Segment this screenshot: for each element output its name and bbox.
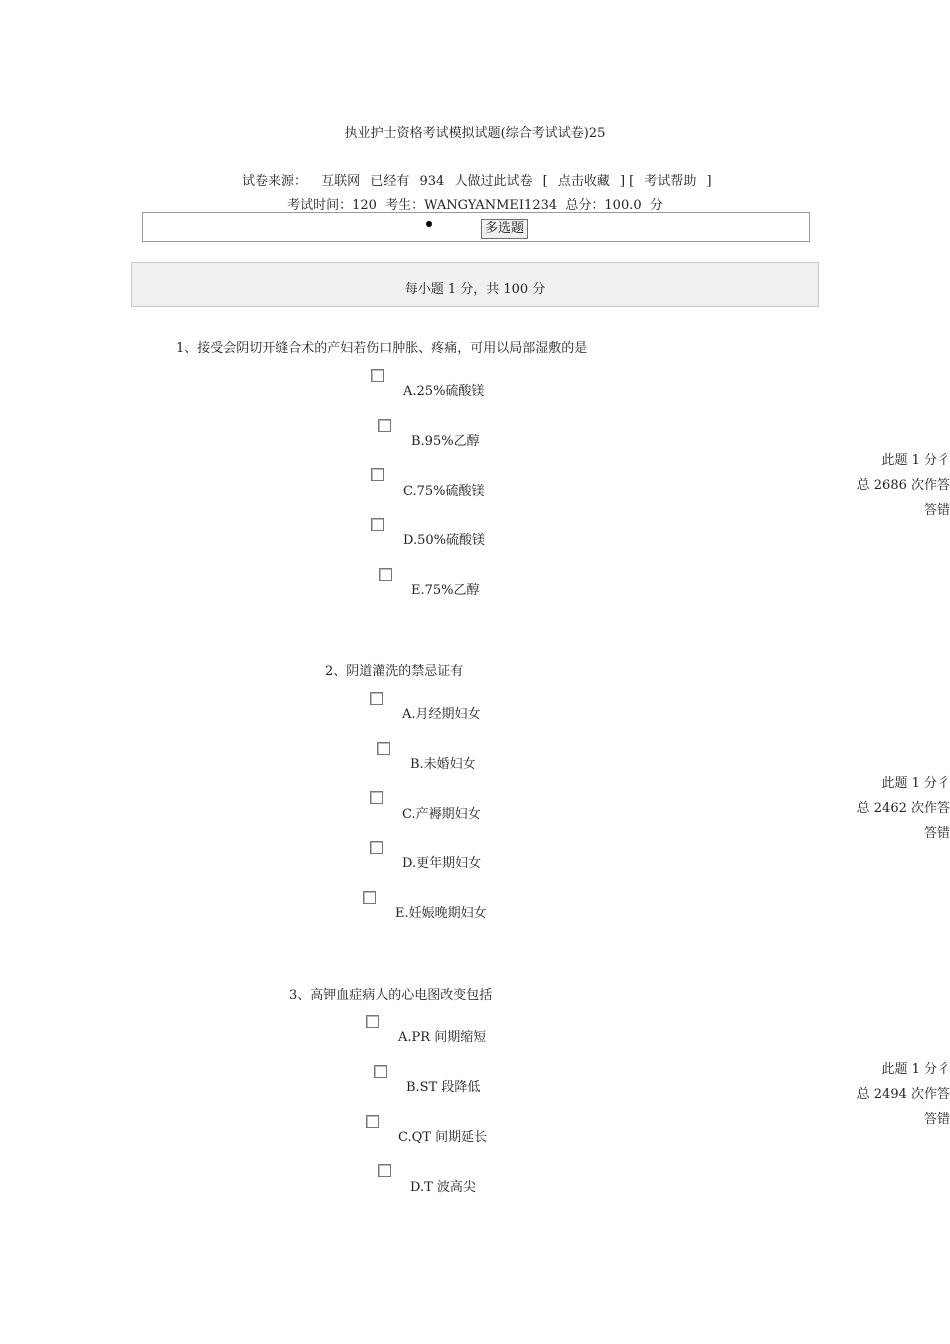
option-checkbox[interactable]: [366, 1115, 379, 1128]
bracket-mid: ] [: [619, 174, 635, 189]
option-checkbox[interactable]: [378, 419, 391, 432]
option-checkbox[interactable]: [370, 692, 383, 705]
section-banner: [131, 262, 819, 307]
option-checkbox[interactable]: [371, 369, 384, 382]
option-checkbox[interactable]: [379, 568, 392, 581]
option-checkbox[interactable]: [374, 1065, 387, 1078]
option-checkbox[interactable]: [378, 1164, 391, 1177]
option-checkbox[interactable]: [377, 742, 390, 755]
option-label: A.25%硫酸镁: [403, 384, 485, 399]
question-2-text: 2、阴道灌洗的禁忌证有: [325, 664, 464, 679]
bracket-close: ]: [706, 174, 712, 189]
question-2-stats-line2: 总 2462 次作答: [856, 801, 950, 816]
option-label: A.PR 间期缩短: [398, 1030, 487, 1045]
source-label: 试卷来源：: [242, 174, 308, 189]
question-3-text: 3、高钾血症病人的心电图改变包括: [289, 988, 493, 1003]
question-3-stats-line2: 总 2494 次作答: [856, 1087, 950, 1102]
question-3-stats-line1: 此题 1 分彳: [881, 1062, 950, 1077]
question-1-stats-line1: 此题 1 分彳: [881, 453, 950, 468]
option-checkbox[interactable]: [366, 1015, 379, 1028]
bracket-open: [: [542, 174, 548, 189]
option-label: B.未婚妇女: [410, 757, 476, 772]
option-label: C.75%硫酸镁: [403, 484, 485, 499]
option-checkbox[interactable]: [370, 791, 383, 804]
option-label: B.ST 段降低: [406, 1080, 481, 1095]
option-checkbox[interactable]: [370, 841, 383, 854]
option-checkbox[interactable]: [371, 518, 384, 531]
option-label: E.75%乙醇: [411, 583, 480, 598]
taken-suffix: 人做过此试卷: [454, 174, 533, 189]
question-1-stats-line2: 总 2686 次作答: [856, 478, 950, 493]
section-banner-text: 每小题 1 分，共 100 分: [404, 282, 546, 297]
exam-info: 考试时间：120 考生：WANGYANMEI1234 总分：100.0 分: [287, 198, 663, 213]
help-link[interactable]: 考试帮助: [644, 174, 697, 189]
option-label: C.产褥期妇女: [402, 807, 481, 822]
option-label: D.T 波高尖: [410, 1180, 476, 1195]
question-2-stats-line3: 答错: [923, 826, 950, 841]
page-title: 执业护士资格考试模拟试题(综合考试试卷)25: [344, 126, 606, 141]
tab-multiple-choice[interactable]: 多选题: [481, 219, 528, 239]
option-label: C.QT 间期延长: [398, 1130, 488, 1145]
question-type-tabs: [142, 212, 810, 242]
option-label: A.月经期妇女: [402, 707, 481, 722]
source-line: [242, 170, 712, 189]
taken-count: 934: [419, 174, 445, 189]
question-1-text: 1、接受会阴切开缝合术的产妇若伤口肿胀、疼痛，可用以局部湿敷的是: [176, 341, 588, 356]
favorite-link[interactable]: 点击收藏: [557, 174, 610, 189]
question-3-stats-line3: 答错: [923, 1112, 950, 1127]
taken-prefix: 已经有: [370, 174, 410, 189]
option-label: D.50%硫酸镁: [403, 533, 485, 548]
question-2-stats-line1: 此题 1 分彳: [881, 776, 950, 791]
option-label: B.95%乙醇: [411, 434, 480, 449]
option-checkbox[interactable]: [371, 468, 384, 481]
option-label: D.更年期妇女: [402, 856, 482, 871]
bullet-icon: [426, 221, 432, 227]
question-1-stats-line3: 答错: [923, 503, 950, 518]
option-label: E.妊娠晚期妇女: [395, 906, 487, 921]
option-checkbox[interactable]: [363, 891, 376, 904]
source-value: 互联网: [321, 174, 361, 189]
